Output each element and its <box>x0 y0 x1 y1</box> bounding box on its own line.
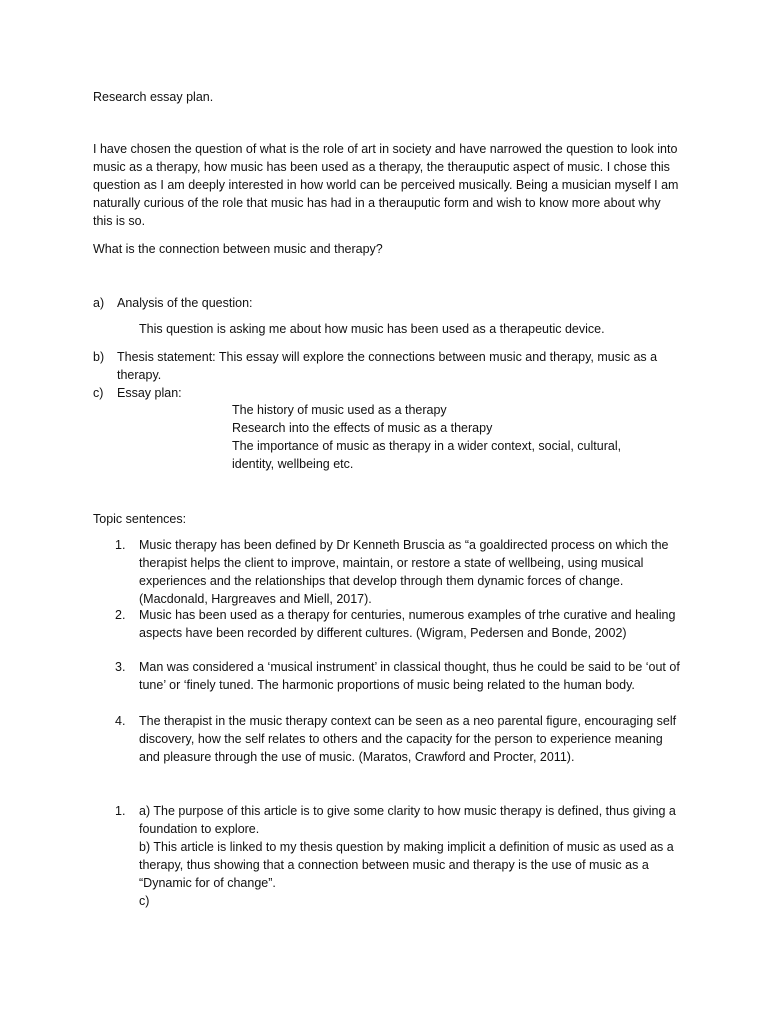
list-number: 4. <box>115 714 126 728</box>
topic-sentences-heading: Topic sentences: <box>93 512 187 526</box>
plan-point: Research into the effects of music as a therapy <box>232 421 493 435</box>
article-notes <box>115 802 683 910</box>
list-number: 3. <box>115 660 126 674</box>
list-number: 1. <box>115 804 126 818</box>
outline-item-b <box>93 348 683 384</box>
article-note-c: c) <box>139 894 150 908</box>
outline-item-a <box>93 294 683 312</box>
topic-sentence <box>115 712 683 766</box>
outline-label-a: Analysis of the question: <box>117 296 253 310</box>
topic-sentence-text: Music has been used as a therapy for centuries, numerous examples of trhe curative and healing aspects have been recorded by different cultures. (Wigram, Pedersen and Bonde, 2002) <box>139 608 676 640</box>
document-title: Research essay plan. <box>93 90 214 104</box>
essay-plan-points <box>232 401 652 473</box>
outline-marker-a: a) <box>93 296 105 310</box>
plan-point: The history of music used as a therapy <box>232 403 447 417</box>
article-note-b: b) This article is linked to my thesis question by making implicit a definition of music as used as a therapy, thus showing that a connection between music and therapy is the use of music as a “Dynamic for of change”. <box>139 840 674 890</box>
outline-marker-c: c) <box>93 386 104 400</box>
list-number: 2. <box>115 608 126 622</box>
topic-sentence-text: The therapist in the music therapy context can be seen as a neo parental figure, encouraging self discovery, how the self relates to others and the capacity for the person to experience meaning and pleasure through the use of music. (Maratos, Crawford and Procter, 2011). <box>139 714 677 764</box>
topic-sentence <box>115 536 683 608</box>
topic-sentence-text: Music therapy has been defined by Dr Kenneth Bruscia as “a goaldirected process on which the therapist helps the client to improve, maintain, or restore a state of wellbeing, using musical experiences and the relationships that develop through them dynamic forces of change. (Macdonald, Hargreaves and Miell, 2017). <box>139 538 669 606</box>
intro-paragraph: I have chosen the question of what is the role of art in society and have narrowed the question to look into music as a therapy, how music has been used as a therapy, the therauputic aspect of music. I chose this question as I am deeply interested in how world can be perceived musically. Being a musician myself I am naturally curious of the role that music has had in a therauputic form and wish to know more about why this is so. <box>93 142 679 228</box>
outline-label-c: Essay plan: <box>117 386 182 400</box>
document-page <box>93 0 683 1024</box>
list-number: 1. <box>115 538 126 552</box>
plan-point: The importance of music as therapy in a wider context, social, cultural, identity, wellbeing etc. <box>232 439 622 471</box>
outline-item-c <box>93 384 683 402</box>
topic-sentence <box>115 606 683 642</box>
outline-marker-b: b) <box>93 350 105 364</box>
topic-sentence <box>115 658 683 694</box>
thesis-statement: Thesis statement: This essay will explore the connections between music and therapy, music as a therapy. <box>117 350 658 382</box>
research-question: What is the connection between music and therapy? <box>93 242 383 256</box>
topic-sentence-text: Man was considered a ‘musical instrument’ in classical thought, thus he could be said to be ‘out of tune’ or ‘finely tuned. The harmonic proportions of music being related to the human body. <box>139 660 680 692</box>
article-note-a: a) The purpose of this article is to give some clarity to how music therapy is defined, thus giving a foundation to explore. <box>139 804 676 836</box>
outline-detail-a: This question is asking me about how music has been used as a therapeutic device. <box>139 322 605 336</box>
